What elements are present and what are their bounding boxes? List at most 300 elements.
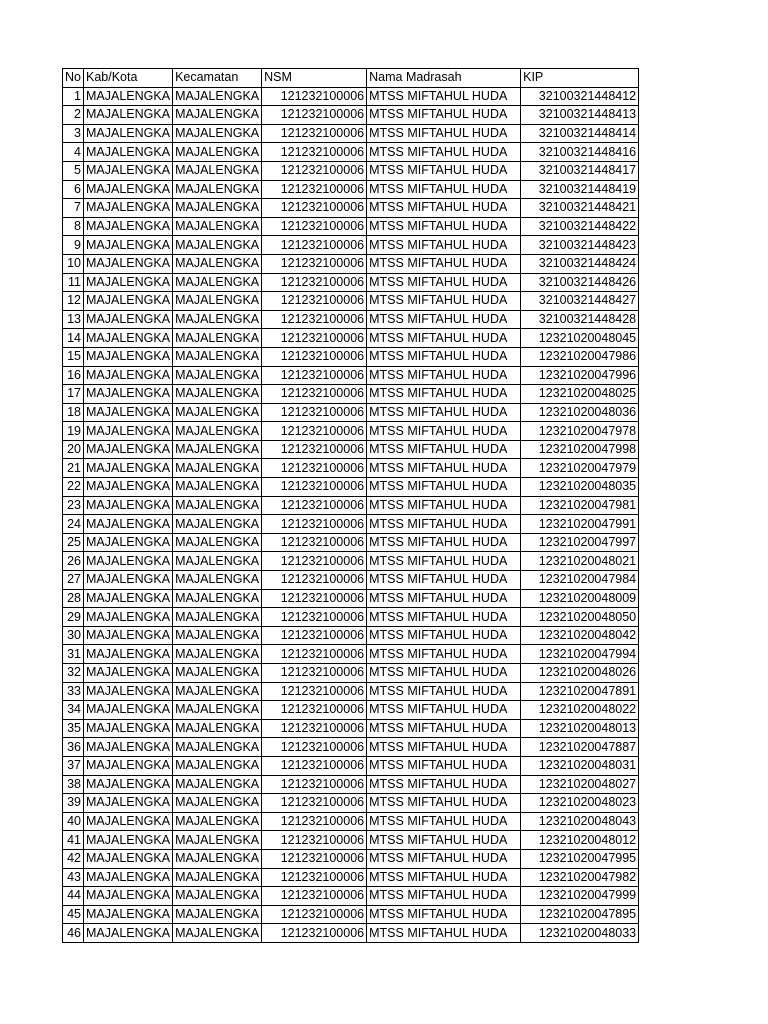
cell-kip: 12321020047982 (521, 868, 639, 887)
cell-kip: 12321020047995 (521, 849, 639, 868)
cell-nama-madrasah: MTSS MIFTAHUL HUDA (367, 626, 521, 645)
cell-nsm: 121232100006 (262, 217, 367, 236)
cell-kecamatan: MAJALENGKA (173, 440, 262, 459)
cell-nsm: 121232100006 (262, 199, 367, 218)
cell-nama-madrasah: MTSS MIFTAHUL HUDA (367, 794, 521, 813)
cell-kecamatan: MAJALENGKA (173, 422, 262, 441)
cell-kip: 12321020047998 (521, 440, 639, 459)
cell-nsm: 121232100006 (262, 905, 367, 924)
cell-nama-madrasah: MTSS MIFTAHUL HUDA (367, 217, 521, 236)
cell-no: 12 (63, 292, 84, 311)
cell-nama-madrasah: MTSS MIFTAHUL HUDA (367, 273, 521, 292)
cell-nsm: 121232100006 (262, 849, 367, 868)
table-row (63, 664, 639, 683)
cell-kecamatan: MAJALENGKA (173, 775, 262, 794)
cell-nsm: 121232100006 (262, 626, 367, 645)
cell-kip: 12321020048031 (521, 756, 639, 775)
cell-nama-madrasah: MTSS MIFTAHUL HUDA (367, 664, 521, 683)
cell-nama-madrasah: MTSS MIFTAHUL HUDA (367, 329, 521, 348)
table-row (63, 775, 639, 794)
cell-kab-kota: MAJALENGKA (84, 254, 173, 273)
cell-kip: 12321020047986 (521, 347, 639, 366)
cell-no: 44 (63, 887, 84, 906)
cell-kip: 12321020047891 (521, 682, 639, 701)
table-row (63, 87, 639, 106)
cell-nama-madrasah: MTSS MIFTAHUL HUDA (367, 403, 521, 422)
table-row (63, 161, 639, 180)
cell-no: 29 (63, 608, 84, 627)
cell-nama-madrasah: MTSS MIFTAHUL HUDA (367, 533, 521, 552)
table-row (63, 106, 639, 125)
cell-kecamatan: MAJALENGKA (173, 143, 262, 162)
cell-kecamatan: MAJALENGKA (173, 905, 262, 924)
table-row (63, 217, 639, 236)
cell-kip: 12321020047984 (521, 571, 639, 590)
cell-kecamatan: MAJALENGKA (173, 254, 262, 273)
cell-kab-kota: MAJALENGKA (84, 87, 173, 106)
cell-kip: 12321020048022 (521, 701, 639, 720)
cell-nsm: 121232100006 (262, 887, 367, 906)
cell-kip: 12321020047978 (521, 422, 639, 441)
cell-kecamatan: MAJALENGKA (173, 589, 262, 608)
cell-nama-madrasah: MTSS MIFTAHUL HUDA (367, 552, 521, 571)
cell-kip: 32100321448412 (521, 87, 639, 106)
cell-kab-kota: MAJALENGKA (84, 422, 173, 441)
table-row (63, 422, 639, 441)
cell-nama-madrasah: MTSS MIFTAHUL HUDA (367, 459, 521, 478)
cell-nsm: 121232100006 (262, 440, 367, 459)
table-row (63, 756, 639, 775)
table-row (63, 366, 639, 385)
cell-nsm: 121232100006 (262, 366, 367, 385)
table-row (63, 143, 639, 162)
cell-kip: 32100321448414 (521, 124, 639, 143)
table-row (63, 701, 639, 720)
cell-kab-kota: MAJALENGKA (84, 794, 173, 813)
cell-kip: 12321020048035 (521, 478, 639, 497)
cell-nsm: 121232100006 (262, 106, 367, 125)
cell-kip: 12321020047981 (521, 496, 639, 515)
cell-kip: 12321020048012 (521, 831, 639, 850)
cell-kab-kota: MAJALENGKA (84, 868, 173, 887)
cell-no: 20 (63, 440, 84, 459)
cell-no: 6 (63, 180, 84, 199)
cell-no: 41 (63, 831, 84, 850)
cell-nsm: 121232100006 (262, 236, 367, 255)
cell-no: 4 (63, 143, 84, 162)
cell-nama-madrasah: MTSS MIFTAHUL HUDA (367, 254, 521, 273)
cell-kip: 32100321448428 (521, 310, 639, 329)
data-table (62, 68, 639, 943)
cell-no: 27 (63, 571, 84, 590)
cell-nsm: 121232100006 (262, 180, 367, 199)
cell-nama-madrasah: MTSS MIFTAHUL HUDA (367, 831, 521, 850)
cell-no: 15 (63, 347, 84, 366)
cell-kab-kota: MAJALENGKA (84, 533, 173, 552)
cell-no: 2 (63, 106, 84, 125)
table-row (63, 459, 639, 478)
cell-nsm: 121232100006 (262, 868, 367, 887)
table-row (63, 924, 639, 943)
cell-kab-kota: MAJALENGKA (84, 887, 173, 906)
cell-no: 1 (63, 87, 84, 106)
cell-kip: 12321020047991 (521, 515, 639, 534)
cell-kecamatan: MAJALENGKA (173, 478, 262, 497)
cell-no: 45 (63, 905, 84, 924)
cell-kab-kota: MAJALENGKA (84, 143, 173, 162)
table-row (63, 199, 639, 218)
table-row (63, 385, 639, 404)
cell-kip: 32100321448421 (521, 199, 639, 218)
table-row (63, 794, 639, 813)
cell-nsm: 121232100006 (262, 292, 367, 311)
cell-nama-madrasah: MTSS MIFTAHUL HUDA (367, 143, 521, 162)
cell-nsm: 121232100006 (262, 589, 367, 608)
cell-kab-kota: MAJALENGKA (84, 217, 173, 236)
cell-kecamatan: MAJALENGKA (173, 738, 262, 757)
cell-kip: 12321020047994 (521, 645, 639, 664)
cell-kab-kota: MAJALENGKA (84, 756, 173, 775)
table-row (63, 347, 639, 366)
table-row (63, 496, 639, 515)
cell-kab-kota: MAJALENGKA (84, 738, 173, 757)
table-row (63, 292, 639, 311)
cell-no: 26 (63, 552, 84, 571)
cell-no: 31 (63, 645, 84, 664)
cell-nama-madrasah: MTSS MIFTAHUL HUDA (367, 199, 521, 218)
cell-kecamatan: MAJALENGKA (173, 701, 262, 720)
cell-kab-kota: MAJALENGKA (84, 645, 173, 664)
cell-nsm: 121232100006 (262, 124, 367, 143)
cell-kip: 12321020048025 (521, 385, 639, 404)
cell-no: 18 (63, 403, 84, 422)
cell-kab-kota: MAJALENGKA (84, 849, 173, 868)
cell-no: 17 (63, 385, 84, 404)
header-row (63, 69, 639, 88)
cell-kecamatan: MAJALENGKA (173, 292, 262, 311)
cell-kecamatan: MAJALENGKA (173, 571, 262, 590)
cell-kip: 12321020047887 (521, 738, 639, 757)
cell-nsm: 121232100006 (262, 87, 367, 106)
cell-nsm: 121232100006 (262, 775, 367, 794)
cell-kab-kota: MAJALENGKA (84, 385, 173, 404)
cell-kecamatan: MAJALENGKA (173, 199, 262, 218)
cell-kecamatan: MAJALENGKA (173, 180, 262, 199)
table-row (63, 552, 639, 571)
cell-no: 32 (63, 664, 84, 683)
cell-kecamatan: MAJALENGKA (173, 868, 262, 887)
cell-kip: 32100321448423 (521, 236, 639, 255)
table-row (63, 515, 639, 534)
cell-kecamatan: MAJALENGKA (173, 831, 262, 850)
header-kecamatan: Kecamatan (173, 69, 262, 88)
cell-kip: 12321020048050 (521, 608, 639, 627)
table-row (63, 310, 639, 329)
table-row (63, 571, 639, 590)
cell-nama-madrasah: MTSS MIFTAHUL HUDA (367, 440, 521, 459)
cell-kecamatan: MAJALENGKA (173, 236, 262, 255)
cell-nama-madrasah: MTSS MIFTAHUL HUDA (367, 608, 521, 627)
cell-kab-kota: MAJALENGKA (84, 236, 173, 255)
cell-kab-kota: MAJALENGKA (84, 459, 173, 478)
cell-no: 46 (63, 924, 84, 943)
table-row (63, 440, 639, 459)
header-nama-madrasah: Nama Madrasah (367, 69, 521, 88)
cell-kab-kota: MAJALENGKA (84, 552, 173, 571)
cell-nsm: 121232100006 (262, 347, 367, 366)
table-row (63, 645, 639, 664)
cell-kip: 12321020047999 (521, 887, 639, 906)
cell-no: 42 (63, 849, 84, 868)
cell-nsm: 121232100006 (262, 645, 367, 664)
cell-nama-madrasah: MTSS MIFTAHUL HUDA (367, 236, 521, 255)
cell-kab-kota: MAJALENGKA (84, 682, 173, 701)
cell-nsm: 121232100006 (262, 273, 367, 292)
table-row (63, 719, 639, 738)
header-kip: KIP (521, 69, 639, 88)
cell-nsm: 121232100006 (262, 161, 367, 180)
cell-kip: 12321020047996 (521, 366, 639, 385)
cell-kecamatan: MAJALENGKA (173, 403, 262, 422)
cell-nama-madrasah: MTSS MIFTAHUL HUDA (367, 478, 521, 497)
cell-kab-kota: MAJALENGKA (84, 515, 173, 534)
cell-no: 38 (63, 775, 84, 794)
cell-no: 5 (63, 161, 84, 180)
cell-kab-kota: MAJALENGKA (84, 924, 173, 943)
cell-no: 7 (63, 199, 84, 218)
cell-kab-kota: MAJALENGKA (84, 124, 173, 143)
cell-nama-madrasah: MTSS MIFTAHUL HUDA (367, 106, 521, 125)
table-row (63, 608, 639, 627)
cell-kecamatan: MAJALENGKA (173, 812, 262, 831)
cell-kab-kota: MAJALENGKA (84, 664, 173, 683)
cell-kecamatan: MAJALENGKA (173, 217, 262, 236)
table-row (63, 403, 639, 422)
cell-kab-kota: MAJALENGKA (84, 403, 173, 422)
cell-nama-madrasah: MTSS MIFTAHUL HUDA (367, 775, 521, 794)
table-row (63, 478, 639, 497)
cell-kab-kota: MAJALENGKA (84, 719, 173, 738)
cell-nsm: 121232100006 (262, 143, 367, 162)
cell-nama-madrasah: MTSS MIFTAHUL HUDA (367, 347, 521, 366)
cell-kip: 12321020047895 (521, 905, 639, 924)
header-nsm: NSM (262, 69, 367, 88)
cell-nsm: 121232100006 (262, 478, 367, 497)
cell-kecamatan: MAJALENGKA (173, 794, 262, 813)
cell-nama-madrasah: MTSS MIFTAHUL HUDA (367, 812, 521, 831)
cell-kecamatan: MAJALENGKA (173, 310, 262, 329)
cell-nsm: 121232100006 (262, 254, 367, 273)
cell-nama-madrasah: MTSS MIFTAHUL HUDA (367, 571, 521, 590)
cell-kecamatan: MAJALENGKA (173, 849, 262, 868)
cell-nama-madrasah: MTSS MIFTAHUL HUDA (367, 180, 521, 199)
cell-kecamatan: MAJALENGKA (173, 719, 262, 738)
cell-kab-kota: MAJALENGKA (84, 905, 173, 924)
cell-nsm: 121232100006 (262, 422, 367, 441)
cell-nama-madrasah: MTSS MIFTAHUL HUDA (367, 515, 521, 534)
cell-nama-madrasah: MTSS MIFTAHUL HUDA (367, 849, 521, 868)
cell-kecamatan: MAJALENGKA (173, 347, 262, 366)
cell-kab-kota: MAJALENGKA (84, 273, 173, 292)
table-row (63, 180, 639, 199)
cell-kecamatan: MAJALENGKA (173, 496, 262, 515)
cell-nsm: 121232100006 (262, 515, 367, 534)
cell-nsm: 121232100006 (262, 924, 367, 943)
cell-nama-madrasah: MTSS MIFTAHUL HUDA (367, 701, 521, 720)
cell-kab-kota: MAJALENGKA (84, 608, 173, 627)
cell-no: 10 (63, 254, 84, 273)
cell-kab-kota: MAJALENGKA (84, 366, 173, 385)
cell-kab-kota: MAJALENGKA (84, 775, 173, 794)
cell-nama-madrasah: MTSS MIFTAHUL HUDA (367, 496, 521, 515)
cell-kab-kota: MAJALENGKA (84, 180, 173, 199)
cell-nama-madrasah: MTSS MIFTAHUL HUDA (367, 385, 521, 404)
cell-nama-madrasah: MTSS MIFTAHUL HUDA (367, 87, 521, 106)
cell-no: 16 (63, 366, 84, 385)
cell-kip: 12321020048023 (521, 794, 639, 813)
header-no: No (63, 69, 84, 88)
cell-kecamatan: MAJALENGKA (173, 515, 262, 534)
cell-kecamatan: MAJALENGKA (173, 124, 262, 143)
cell-no: 23 (63, 496, 84, 515)
cell-no: 8 (63, 217, 84, 236)
cell-kab-kota: MAJALENGKA (84, 199, 173, 218)
cell-nsm: 121232100006 (262, 756, 367, 775)
table-row (63, 124, 639, 143)
cell-nsm: 121232100006 (262, 571, 367, 590)
cell-nsm: 121232100006 (262, 459, 367, 478)
cell-kip: 32100321448416 (521, 143, 639, 162)
cell-kecamatan: MAJALENGKA (173, 533, 262, 552)
cell-kip: 32100321448413 (521, 106, 639, 125)
header-kab-kota: Kab/Kota (84, 69, 173, 88)
table-row (63, 682, 639, 701)
cell-nama-madrasah: MTSS MIFTAHUL HUDA (367, 161, 521, 180)
cell-no: 34 (63, 701, 84, 720)
cell-nsm: 121232100006 (262, 385, 367, 404)
cell-kab-kota: MAJALENGKA (84, 310, 173, 329)
cell-nama-madrasah: MTSS MIFTAHUL HUDA (367, 756, 521, 775)
cell-kecamatan: MAJALENGKA (173, 645, 262, 664)
cell-kecamatan: MAJALENGKA (173, 161, 262, 180)
cell-kecamatan: MAJALENGKA (173, 887, 262, 906)
cell-nsm: 121232100006 (262, 552, 367, 571)
cell-kecamatan: MAJALENGKA (173, 385, 262, 404)
cell-kip: 12321020048033 (521, 924, 639, 943)
cell-kab-kota: MAJALENGKA (84, 440, 173, 459)
cell-kecamatan: MAJALENGKA (173, 552, 262, 571)
cell-no: 28 (63, 589, 84, 608)
cell-kip: 12321020048042 (521, 626, 639, 645)
cell-nama-madrasah: MTSS MIFTAHUL HUDA (367, 682, 521, 701)
cell-kab-kota: MAJALENGKA (84, 496, 173, 515)
cell-nsm: 121232100006 (262, 403, 367, 422)
cell-no: 25 (63, 533, 84, 552)
table-row (63, 589, 639, 608)
cell-no: 30 (63, 626, 84, 645)
cell-kip: 12321020048043 (521, 812, 639, 831)
cell-no: 19 (63, 422, 84, 441)
cell-kecamatan: MAJALENGKA (173, 626, 262, 645)
cell-nsm: 121232100006 (262, 496, 367, 515)
cell-no: 35 (63, 719, 84, 738)
table-row (63, 533, 639, 552)
cell-kip: 32100321448427 (521, 292, 639, 311)
cell-nama-madrasah: MTSS MIFTAHUL HUDA (367, 905, 521, 924)
cell-kecamatan: MAJALENGKA (173, 459, 262, 478)
cell-no: 33 (63, 682, 84, 701)
cell-kecamatan: MAJALENGKA (173, 682, 262, 701)
table-row (63, 626, 639, 645)
cell-nsm: 121232100006 (262, 329, 367, 348)
cell-no: 9 (63, 236, 84, 255)
table-row (63, 738, 639, 757)
cell-kecamatan: MAJALENGKA (173, 329, 262, 348)
cell-kab-kota: MAJALENGKA (84, 571, 173, 590)
cell-no: 24 (63, 515, 84, 534)
cell-no: 3 (63, 124, 84, 143)
cell-kab-kota: MAJALENGKA (84, 161, 173, 180)
cell-nsm: 121232100006 (262, 831, 367, 850)
cell-kecamatan: MAJALENGKA (173, 756, 262, 775)
cell-kab-kota: MAJALENGKA (84, 831, 173, 850)
cell-no: 14 (63, 329, 84, 348)
cell-kecamatan: MAJALENGKA (173, 87, 262, 106)
cell-kip: 12321020048009 (521, 589, 639, 608)
cell-kip: 12321020048045 (521, 329, 639, 348)
table-row (63, 849, 639, 868)
cell-nsm: 121232100006 (262, 719, 367, 738)
cell-nama-madrasah: MTSS MIFTAHUL HUDA (367, 645, 521, 664)
cell-nama-madrasah: MTSS MIFTAHUL HUDA (367, 719, 521, 738)
table-row (63, 868, 639, 887)
cell-kab-kota: MAJALENGKA (84, 292, 173, 311)
cell-kecamatan: MAJALENGKA (173, 608, 262, 627)
cell-nama-madrasah: MTSS MIFTAHUL HUDA (367, 868, 521, 887)
cell-nama-madrasah: MTSS MIFTAHUL HUDA (367, 124, 521, 143)
cell-nsm: 121232100006 (262, 682, 367, 701)
cell-kip: 32100321448426 (521, 273, 639, 292)
cell-kab-kota: MAJALENGKA (84, 589, 173, 608)
cell-kecamatan: MAJALENGKA (173, 924, 262, 943)
cell-kip: 32100321448417 (521, 161, 639, 180)
cell-kip: 32100321448422 (521, 217, 639, 236)
cell-kab-kota: MAJALENGKA (84, 329, 173, 348)
cell-nsm: 121232100006 (262, 533, 367, 552)
cell-no: 11 (63, 273, 84, 292)
cell-nsm: 121232100006 (262, 310, 367, 329)
cell-kip: 32100321448424 (521, 254, 639, 273)
cell-kip: 12321020047979 (521, 459, 639, 478)
cell-kip: 12321020048026 (521, 664, 639, 683)
table-row (63, 812, 639, 831)
cell-nama-madrasah: MTSS MIFTAHUL HUDA (367, 738, 521, 757)
cell-nama-madrasah: MTSS MIFTAHUL HUDA (367, 422, 521, 441)
table-row (63, 254, 639, 273)
cell-kip: 12321020048036 (521, 403, 639, 422)
cell-nama-madrasah: MTSS MIFTAHUL HUDA (367, 366, 521, 385)
table-row (63, 905, 639, 924)
cell-nsm: 121232100006 (262, 812, 367, 831)
cell-kip: 12321020047997 (521, 533, 639, 552)
cell-kecamatan: MAJALENGKA (173, 366, 262, 385)
cell-kip: 32100321448419 (521, 180, 639, 199)
table-row (63, 887, 639, 906)
cell-nsm: 121232100006 (262, 701, 367, 720)
cell-kecamatan: MAJALENGKA (173, 664, 262, 683)
cell-kab-kota: MAJALENGKA (84, 812, 173, 831)
cell-kab-kota: MAJALENGKA (84, 478, 173, 497)
